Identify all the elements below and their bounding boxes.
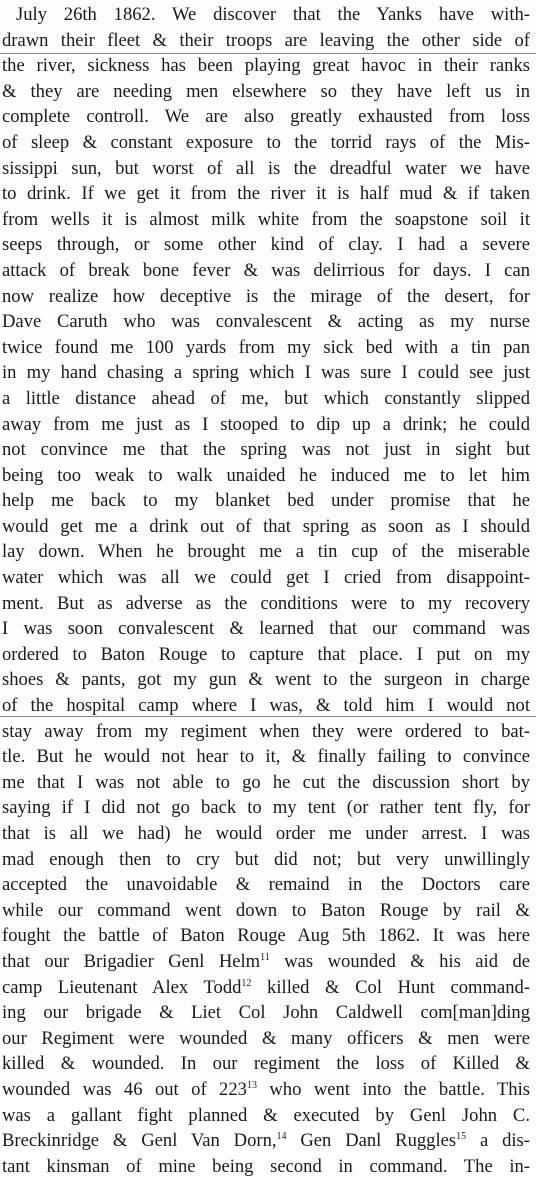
text-line: attack of break bone fever & was delirrious for days. I can — [2, 259, 530, 281]
text-line: of sleep & constant exposure to the torrid rays of the Mis- — [2, 131, 530, 153]
text-line: not convince me that the spring was not just in sight but — [2, 439, 530, 461]
text-line: stay away from my regiment when they were ordered to bat- — [2, 720, 530, 742]
text-line: complete controll. We are also greatly exhausted from loss — [2, 106, 530, 128]
text-segment: that our Brigadier Genl Helm — [2, 950, 261, 972]
text-line: of the hospital camp where I was, & told him I would not — [2, 695, 530, 717]
text-line — [2, 949, 530, 975]
text-segment: killed & Col Hunt command- — [251, 976, 530, 998]
text-segment: a dis- — [466, 1130, 530, 1152]
text-line: mad enough then to cry but did not; but very unwillingly — [2, 848, 530, 870]
text-line: I was soon convalescent & learned that our command was — [2, 618, 530, 640]
text-line: while our command went down to Baton Rouge by rail & — [2, 899, 530, 921]
text-line: our Regiment were wounded & many officers & men were — [2, 1027, 530, 1049]
text-segment: was wounded & his aid de — [269, 950, 530, 972]
footnote-marker: 14 — [276, 1131, 287, 1143]
text-segment: wounded was 46 out of 223 — [2, 1078, 247, 1100]
text-line — [2, 1077, 530, 1103]
text-line: ment. But as adverse as the conditions were to my recovery — [2, 592, 530, 614]
text-line: tle. But he would not hear to it, & finally failing to convince — [2, 746, 530, 768]
text-segment: Breckinridge & Genl Van Dorn, — [2, 1130, 277, 1152]
text-line: shoes & pants, got my gun & went to the surgeon in charge — [2, 669, 530, 691]
text-line — [2, 1128, 530, 1154]
text-segment: who went into the battle. This — [256, 1078, 530, 1100]
text-line: ordered to Baton Rouge to capture that place. I put on my — [2, 643, 530, 665]
text-line: the river, sickness has been playing great havoc in their ranks — [2, 55, 530, 77]
text-line: Dave Caruth who was convalescent & acting as my nurse — [2, 311, 530, 333]
text-line: me that I was not able to go he cut the discussion short by — [2, 771, 530, 793]
text-line: twice found me 100 yards from my sick bed with a tin pan — [2, 336, 530, 358]
body-text — [2, 2, 530, 1179]
text-line: a little distance ahead of me, but which constantly slipped — [2, 387, 530, 409]
footnote-marker: 13 — [246, 1079, 257, 1091]
text-line: drawn their fleet & their troops are leaving the other side of — [2, 29, 530, 51]
footnote-marker: 15 — [456, 1131, 467, 1143]
text-line: seeps through, or some other kind of clay. I had a severe — [2, 234, 530, 256]
text-line: saying if I did not go back to my tent (or rather tent fly, for — [2, 797, 530, 819]
text-line: was a gallant fight planned & executed by Genl John C. — [2, 1104, 530, 1126]
text-line: & they are needing men elsewhere so they have left us in — [2, 80, 530, 102]
text-line: tant kinsman of mine being second in command. The in- — [2, 1155, 530, 1177]
text-line: July 26th 1862. We discover that the Yanks have with- — [16, 4, 530, 25]
text-line: accepted the unavoidable & remaind in the Doctors care — [2, 874, 530, 896]
text-line: lay down. When he brought me a tin cup of the miserable — [2, 541, 530, 563]
footnote-marker: 12 — [241, 977, 252, 989]
text-segment: Gen Danl Ruggles — [286, 1130, 457, 1152]
text-line: help me back to my blanket bed under promise that he — [2, 490, 530, 512]
text-line: ing our brigade & Liet Col John Caldwell com[man]ding — [2, 1002, 530, 1024]
text-line: away from me just as I stooped to dip up a drink; he could — [2, 413, 530, 435]
text-line: that is all we had) he would order me under arrest. I was — [2, 823, 530, 844]
text-line: killed & wounded. In our regiment the loss of Killed & — [2, 1053, 530, 1075]
text-line: in my hand chasing a spring which I was sure I could see just — [2, 362, 530, 384]
text-line — [2, 975, 530, 1001]
text-line: to drink. If we get it from the river it is half mud & if taken — [2, 183, 530, 205]
footnote-marker: 11 — [260, 951, 270, 963]
text-line: fought the battle of Baton Rouge Aug 5th 1862. It was here — [2, 925, 530, 947]
text-line: now realize how deceptive is the mirage of the desert, for — [2, 285, 530, 307]
text-line: from wells it is almost milk white from the soapstone soil it — [2, 208, 530, 230]
text-line: sissippi sun, but worst of all is the dreadful water we have — [2, 157, 530, 179]
text-line: would get me a drink out of that spring as soon as I should — [2, 515, 530, 537]
text-line: water which was all we could get I cried from disappoint- — [2, 567, 530, 589]
text-line: being too weak to walk unaided he induced me to let him — [2, 464, 530, 486]
text-segment: camp Lieutenant Alex Todd — [2, 976, 242, 998]
